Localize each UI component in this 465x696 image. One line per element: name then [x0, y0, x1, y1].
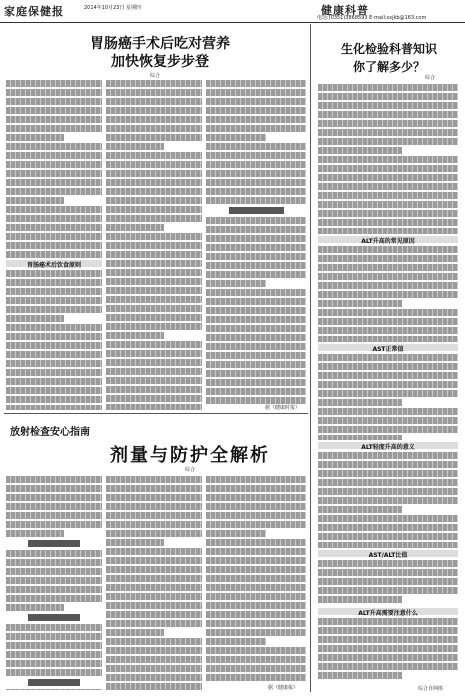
article3-section-2: AST正常值 [318, 344, 458, 351]
article3-body-4 [318, 452, 458, 548]
article3-body-2 [318, 246, 458, 342]
article2-column-1 [6, 476, 102, 690]
article2-title: 剂量与防护全解析 [110, 445, 270, 466]
article3-credit: 综合自网络 [418, 686, 444, 692]
article3-body-5 [318, 560, 458, 606]
article3-title-line2: 你了解多少？ [352, 60, 425, 74]
article1-column-1b [6, 270, 102, 410]
article-divider [4, 413, 308, 414]
column-divider [310, 24, 311, 692]
article3-author: 综合 [424, 75, 435, 81]
article1-title-line2: 加快恢复步步登 [111, 54, 209, 70]
article3-body-1 [318, 84, 458, 234]
article2-column-3 [206, 476, 306, 682]
article2-kicker: 放射检查安心指南 [10, 427, 90, 438]
article1-column-3 [206, 80, 306, 406]
article1-title-line1: 胃肠癌手术后吃对营养 [90, 36, 230, 52]
newspaper-name: 家庭保健报 [4, 5, 64, 18]
article1-author: 综合 [149, 73, 160, 79]
article3-section-5: ALT升高需要注意什么 [318, 608, 458, 615]
article2-author: 综合 [184, 467, 195, 473]
section-name: 健康科普 [321, 4, 369, 17]
article1-subhead: 胃肠癌术后饮食原则 [6, 260, 102, 267]
article1-column-1 [6, 80, 102, 260]
article3-body-6 [318, 618, 458, 684]
article2-credit: 据《健康报》 [268, 685, 299, 691]
article1-credit: 据《健康时报》 [265, 405, 301, 411]
editor-line: 电话:(0351)3868593 E-mail:sxjkb@163.com [317, 15, 427, 21]
article3-body-3 [318, 354, 458, 440]
article1-column-2 [106, 80, 202, 410]
article2-column-2 [106, 476, 202, 690]
article3-section-4: AST/ALT比值 [318, 550, 458, 557]
article3-section-3: ALT轻度升高的意义 [318, 442, 458, 449]
page-header [0, 0, 465, 23]
issue-date: 2014年10月23日 星期四 [84, 5, 142, 11]
article3-section-1: ALT升高的常见原因 [318, 236, 458, 243]
article3-title-line1: 生化检验科普知识 [340, 42, 437, 56]
